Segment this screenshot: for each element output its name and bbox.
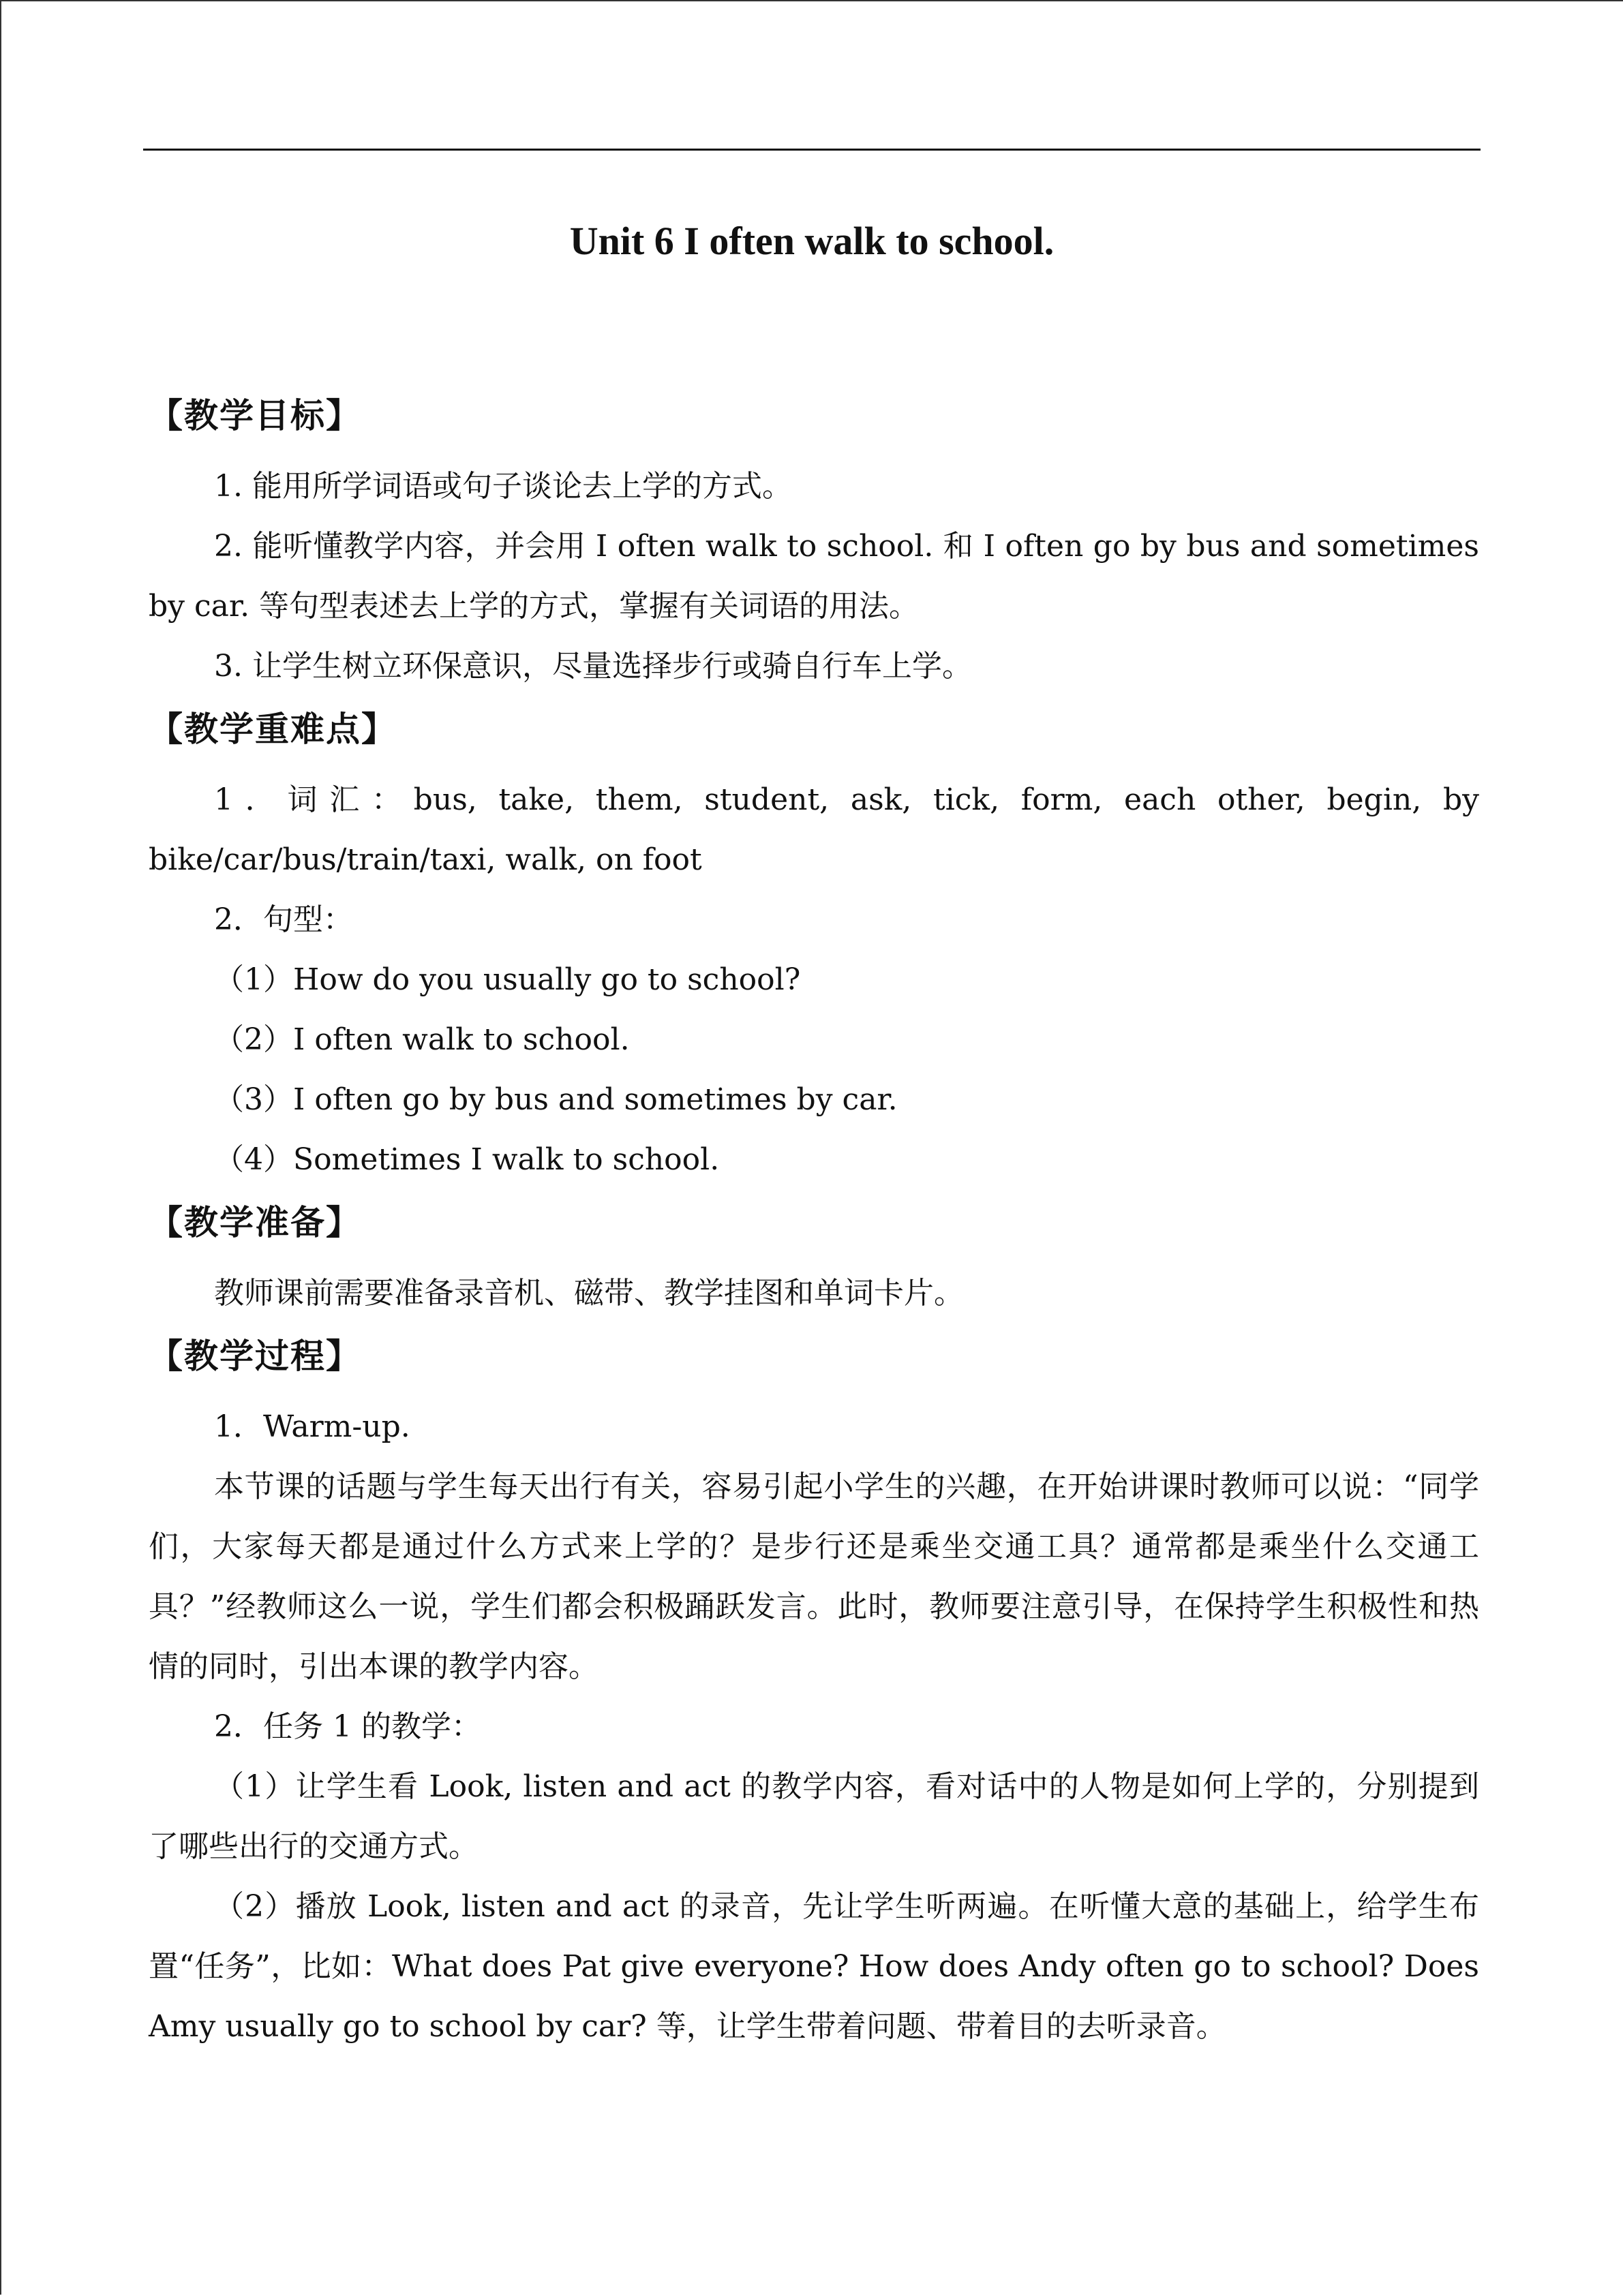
section-heading-process: 【教学过程】 bbox=[149, 1336, 361, 1376]
task1-step: （1）让学生看 Look, listen and act 的教学内容，看对话中的人物是如何上学的，分别提到了哪些出行的交通方式。 bbox=[149, 1769, 1479, 1864]
objective-item: 3. 让学生树立环保意识，尽量选择步行或骑自行车上学。 bbox=[214, 649, 972, 684]
vocabulary-list: 1．词汇：bus, take, them, student, ask, tick, form, each other, begin, by bike/car/bus/train/taxi, walk, on foot bbox=[149, 782, 1479, 877]
section-heading-preparation: 【教学准备】 bbox=[149, 1203, 361, 1242]
preparation-text: 教师课前需要准备录音机、磁带、教学挂图和单词卡片。 bbox=[214, 1276, 964, 1311]
patterns-label: 2．句型： bbox=[214, 902, 353, 937]
objective-item: 1. 能用所学词语或句子谈论去上学的方式。 bbox=[214, 469, 792, 504]
section-heading-key-points: 【教学重难点】 bbox=[149, 709, 397, 749]
objective-item: 2. 能听懂教学内容，并会用 I often walk to school. 和 I often go by bus and sometimes by car. 等句型表述去上学的方式，掌握有关词语的用法。 bbox=[149, 529, 1479, 624]
pattern-item: （2）I often walk to school. bbox=[214, 1022, 630, 1057]
pattern-item: （1）How do you usually go to school? bbox=[214, 962, 801, 997]
warmup-text: 本节课的话题与学生每天出行有关，容易引起小学生的兴趣，在开始讲课时教师可以说：“同学们，大家每天都是通过什么方式来上学的？是步行还是乘坐交通工具？通常都是乘坐什么交通工具？”经教师这么一说，学生们都会积极踊跃发言。此时，教师要注意引导，在保持学生积极性和热情的同时，引出本课的教学内容。 bbox=[149, 1469, 1479, 1684]
document-body bbox=[149, 383, 1479, 2057]
pattern-item: （3）I often go by bus and sometimes by car. bbox=[214, 1082, 898, 1117]
header-rule bbox=[143, 149, 1481, 151]
warmup-label: 1．Warm-up. bbox=[214, 1409, 410, 1444]
document-title: Unit 6 I often walk to school. bbox=[569, 219, 1055, 263]
pattern-item: （4）Sometimes I walk to school. bbox=[214, 1142, 720, 1177]
document-page bbox=[1, 1, 1623, 2296]
task1-step: （2）播放 Look, listen and act 的录音，先让学生听两遍。在听懂大意的基础上，给学生布置“任务”，比如：What does Pat give everyone? How does Andy often go to school? Does Amy usually go to school by car? 等，让学生带着问题、带着目的去听录音。 bbox=[149, 1889, 1479, 2044]
section-heading-objectives: 【教学目标】 bbox=[149, 396, 361, 435]
task1-label: 2．任务 1 的教学： bbox=[214, 1709, 481, 1744]
